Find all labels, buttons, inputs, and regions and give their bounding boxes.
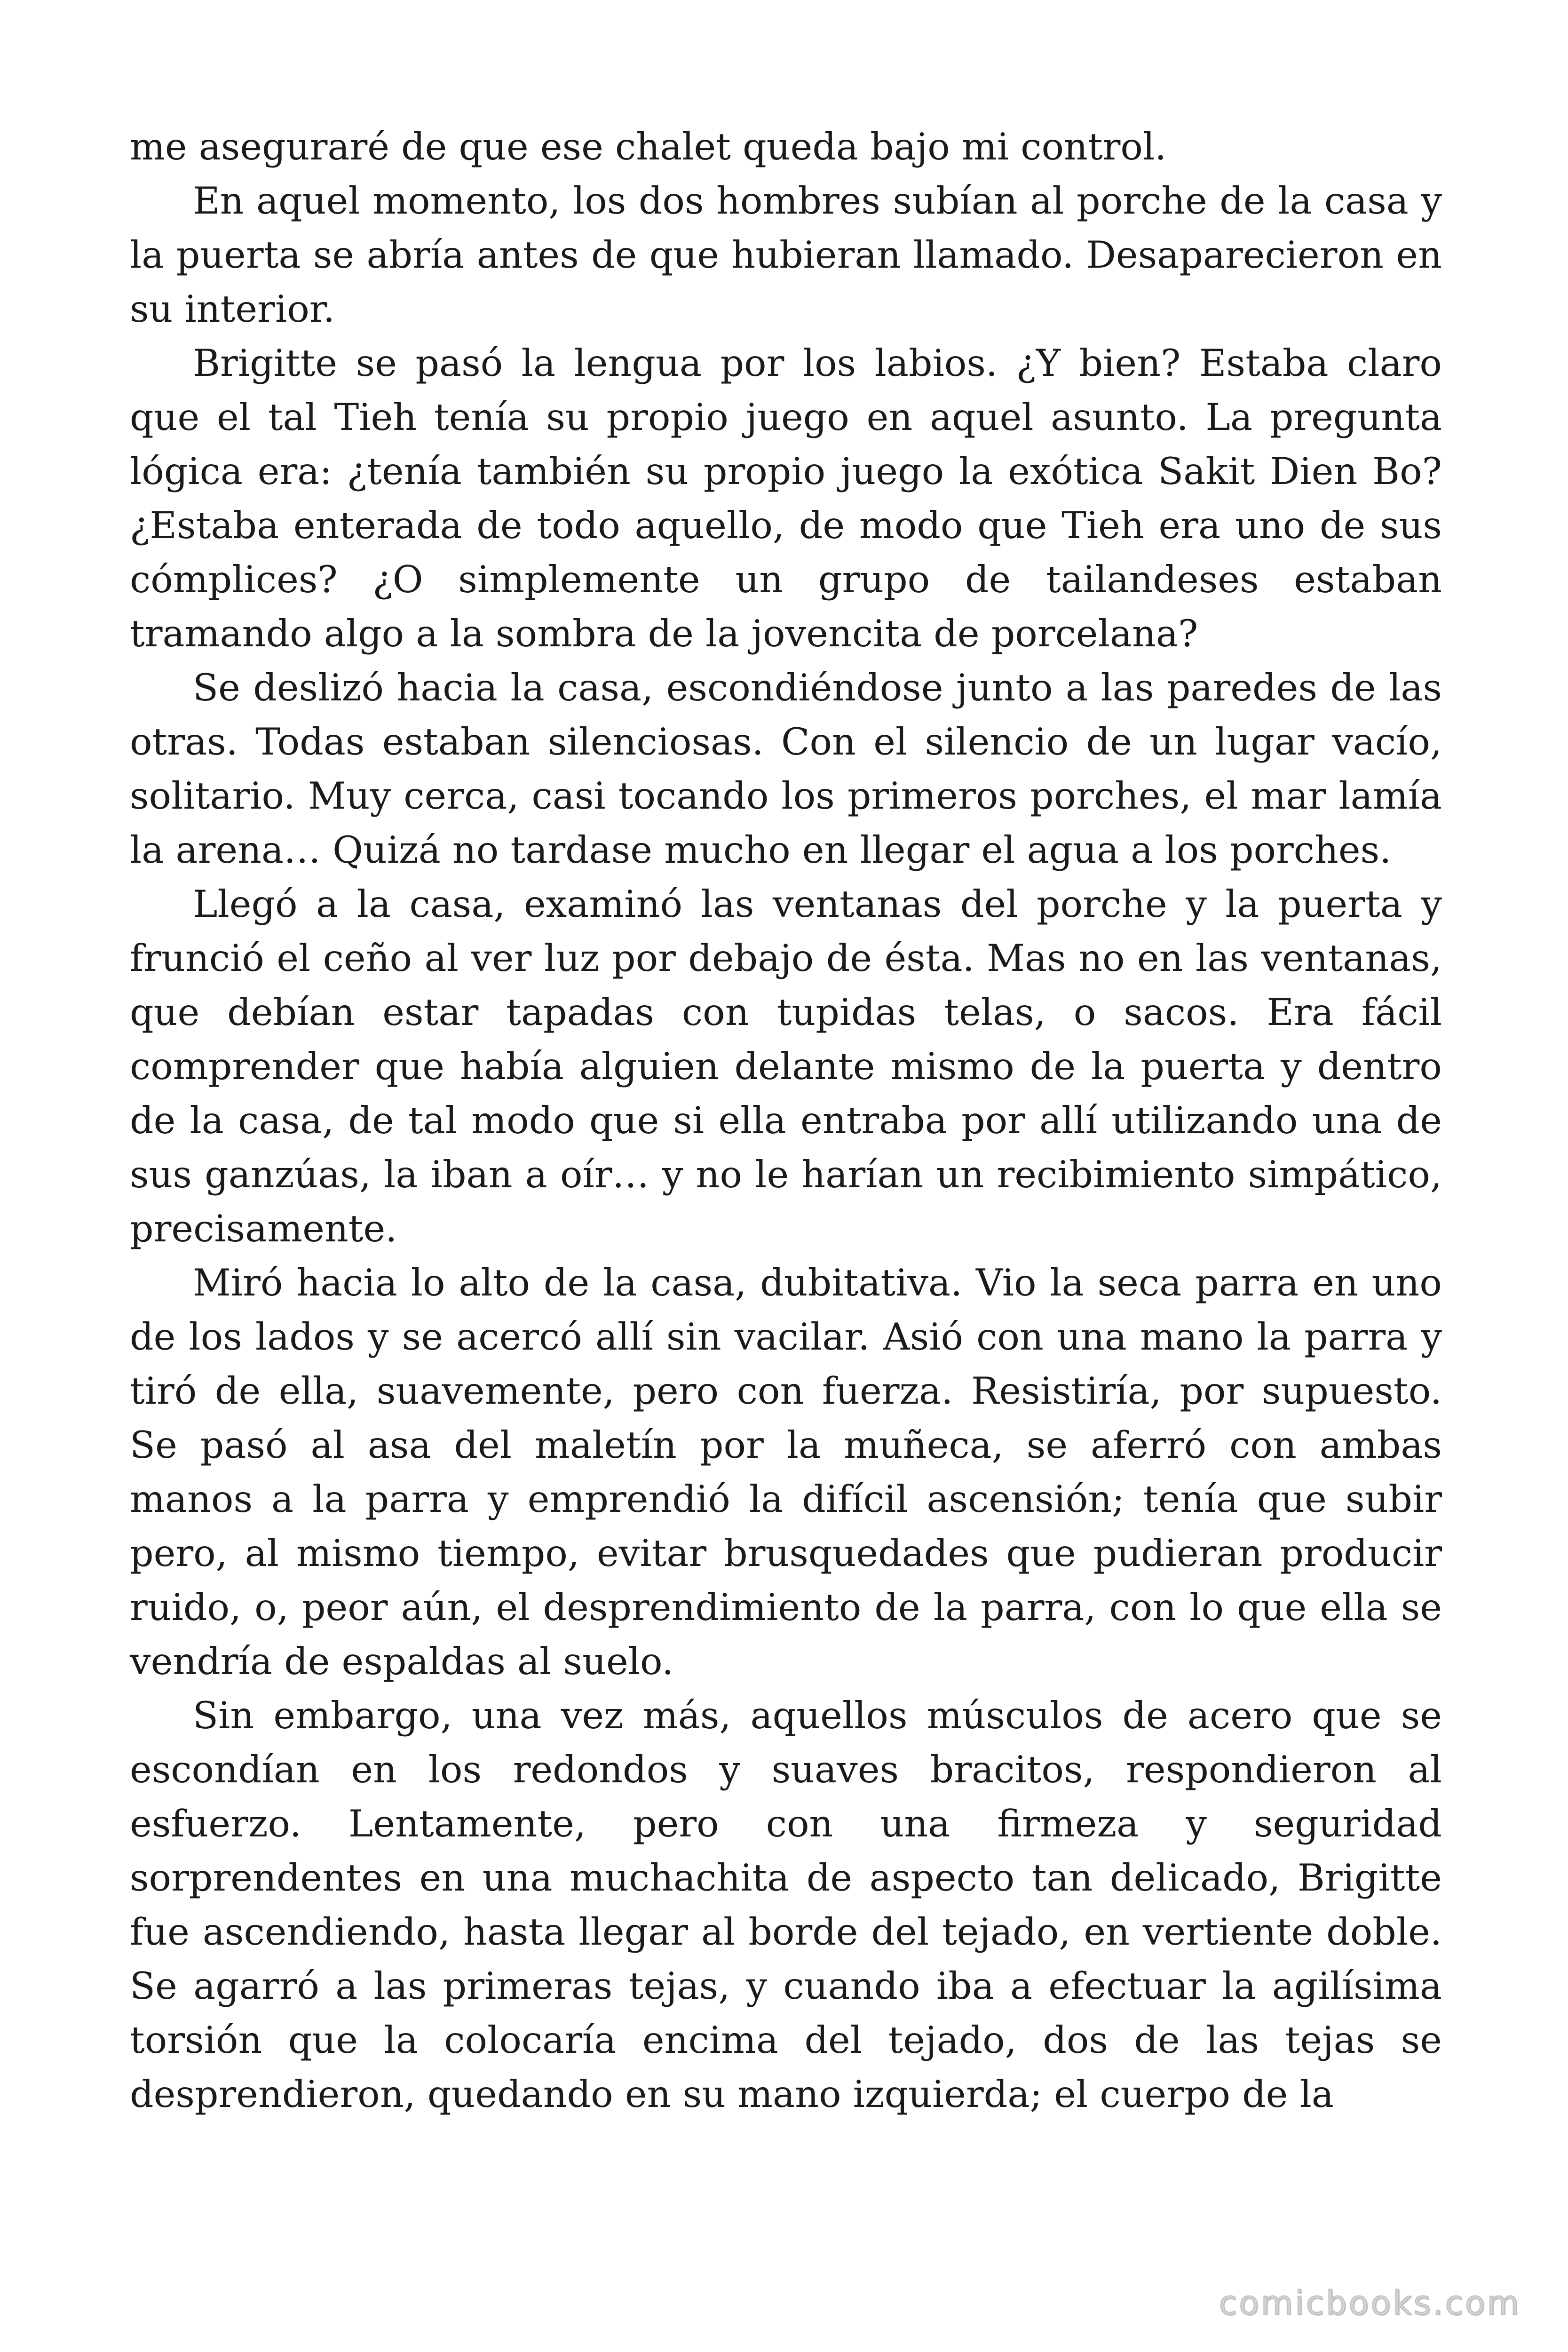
- paragraph-7: Sin embargo, una vez más, aquellos músculos de acero que se escondían en los redondos y suaves bracitos, respondieron al esfuerzo. Lentamente, pero con una firmeza y seguridad sorprendentes en una muchachita de aspecto tan delicado, Brigitte fue ascendiendo, hasta llegar al borde del tejado, en vertiente doble. Se agarró a las primeras tejas, y cuando iba a efectuar la agilísima torsión que la colocaría encima del tejado, dos de las tejas se desprendieron, quedando en su mano izquierda; el cuerpo de la: [130, 1694, 1442, 2116]
- paragraph-continuation: me aseguraré de que ese chalet queda bajo mi control.: [130, 125, 1167, 168]
- watermark: comicbooks.com: [1219, 2284, 1521, 2322]
- page-body: [130, 120, 1442, 2122]
- paragraph-4: Se deslizó hacia la casa, escondiéndose junto a las paredes de las otras. Todas estaban silenciosas. Con el silencio de un lugar vacío, solitario. Muy cerca, casi tocando los primeros porches, el mar lamía la arena… Quizá no tardase mucho en llegar el agua a los porches.: [130, 666, 1442, 872]
- paragraph-6: Miró hacia lo alto de la casa, dubitativa. Vio la seca parra en uno de los lados y se acercó allí sin vacilar. Asió con una mano la parra y tiró de ella, suavemente, pero con fuerza. Resistiría, por supuesto. Se pasó al asa del maletín por la muñeca, se aferró con ambas manos a la parra y emprendió la difícil ascensión; tenía que subir pero, al mismo tiempo, evitar brusquedades que pudieran producir ruido, o, peor aún, el desprendimiento de la parra, con lo que ella se vendría de espaldas al suelo.: [130, 1261, 1442, 1683]
- paragraph-5: Llegó a la casa, examinó las ventanas del porche y la puerta y frunció el ceño al ver luz por debajo de ésta. Mas no en las ventanas, que debían estar tapadas con tupidas telas, o sacos. Era fácil comprender que había alguien delante mismo de la puerta y dentro de la casa, de tal modo que si ella entraba por allí utilizando una de sus ganzúas, la iban a oír… y no le harían un recibimiento simpático, precisamente.: [130, 882, 1442, 1250]
- paragraph-3: Brigitte se pasó la lengua por los labios. ¿Y bien? Estaba claro que el tal Tieh tenía su propio juego en aquel asunto. La pregunta lógica era: ¿tenía también su propio juego la exótica Sakit Dien Bo? ¿Estaba enterada de todo aquello, de modo que Tieh era uno de sus cómplices? ¿O simplemente un grupo de tailandeses estaban tramando algo a la sombra de la jovencita de porcelana?: [130, 342, 1442, 655]
- paragraph-2: En aquel momento, los dos hombres subían al porche de la casa y la puerta se abría antes de que hubieran llamado. Desaparecieron en su interior.: [130, 179, 1442, 331]
